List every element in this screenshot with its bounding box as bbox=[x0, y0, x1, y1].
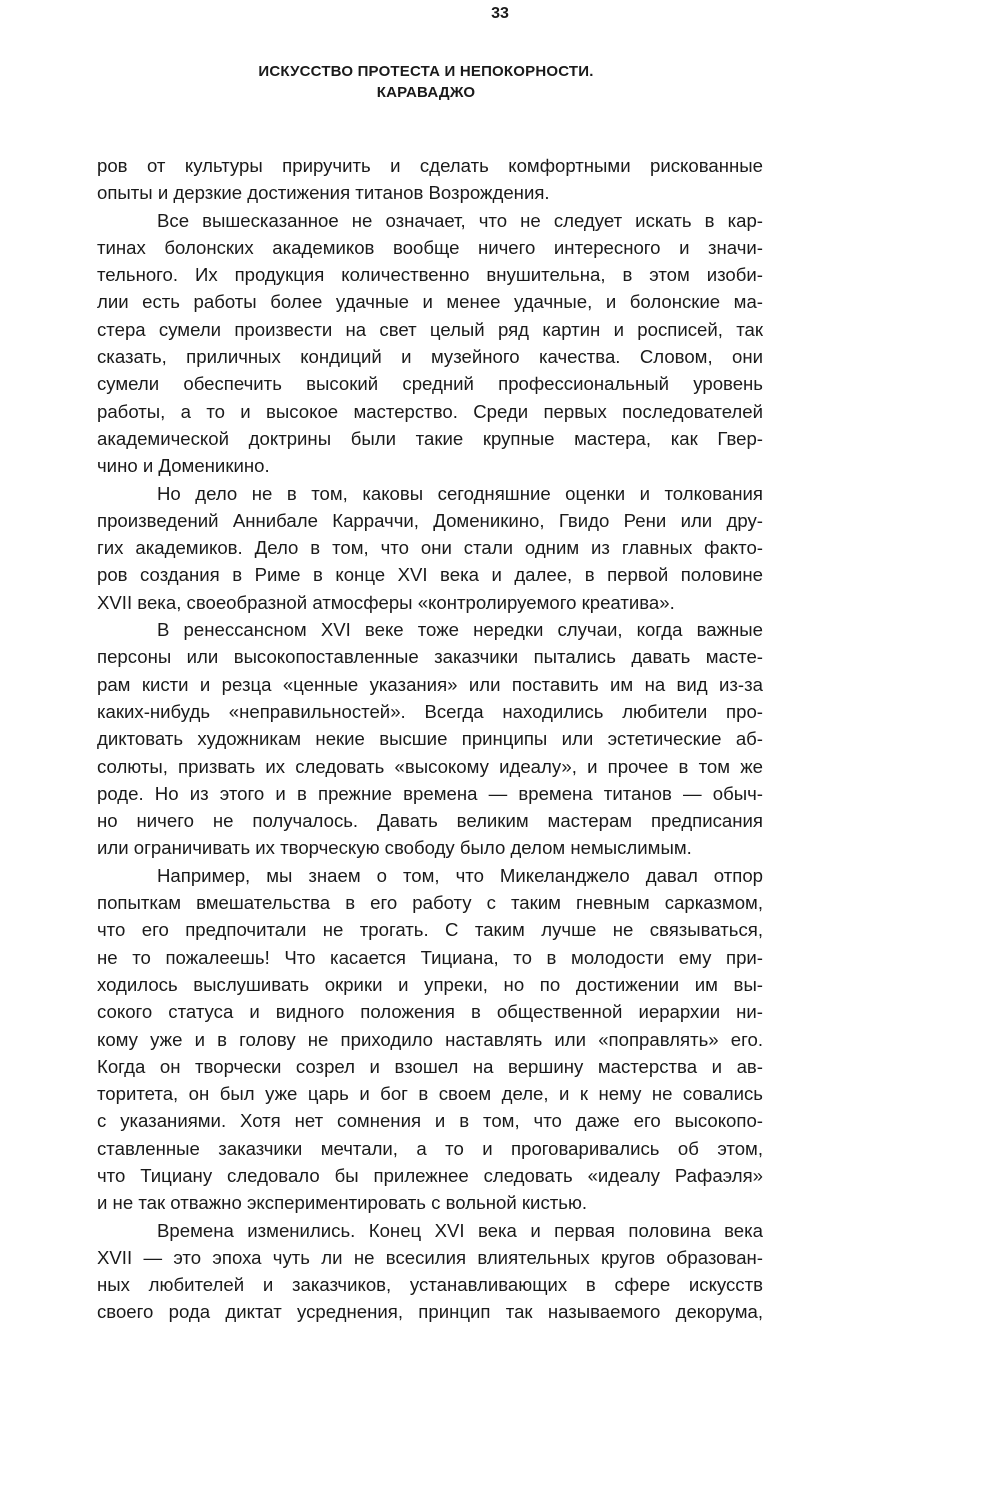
text-line: торитета, он был уже царь и бог в своем деле, и к нему не совались bbox=[97, 1083, 763, 1105]
text-line: что Тициану следовало бы прилежнее следовать «идеалу Рафаэля» bbox=[97, 1164, 763, 1186]
running-head bbox=[0, 61, 852, 103]
body-text bbox=[97, 152, 763, 1326]
text-line: чино и Доменикино. bbox=[97, 455, 270, 477]
text-line: XVII — это эпоха чуть ли не всесилия влиятельных кругов образован- bbox=[97, 1246, 763, 1268]
text-line: опыты и дерзкие достижения титанов Возрождения. bbox=[97, 182, 550, 204]
text-line: своего рода диктат усреднения, принцип так называемого декорума, bbox=[97, 1301, 763, 1323]
text-line: лии есть работы более удачные и менее удачные, и болонские ма- bbox=[97, 291, 763, 313]
text-line: ставленные заказчики мечтали, а то и проговаривались об этом, bbox=[97, 1137, 763, 1159]
text-line: Времена изменились. Конец XVI века и первая половина века bbox=[157, 1219, 763, 1241]
text-line: попыткам вмешательства в его работу с таким гневным сарказмом, bbox=[97, 892, 763, 914]
text-line: стера сумели произвести на свет целый ряд картин и росписей, так bbox=[97, 318, 763, 340]
text-line: В ренессансном XVI веке тоже нередки случаи, когда важные bbox=[157, 619, 763, 641]
text-line: не то пожалеешь! Что касается Тициана, то в молодости ему при- bbox=[97, 946, 763, 968]
text-line: диктовать художникам некие высшие принципы или эстетические аб- bbox=[97, 728, 763, 750]
text-line: Все вышесказанное не означает, что не следует искать в кар- bbox=[157, 209, 763, 231]
text-line: Например, мы знаем о том, что Микеланджело давал отпор bbox=[157, 864, 763, 886]
text-line: академической доктрины были такие крупные мастера, как Гвер- bbox=[97, 427, 763, 449]
text-line: XVII века, своеобразной атмосферы «контролируемого креатива». bbox=[97, 591, 675, 613]
text-line: сокого статуса и видного положения в общественной иерархии ни- bbox=[97, 1001, 763, 1023]
text-line: ров создания в Риме в конце XVI века и далее, в первой половине bbox=[97, 564, 763, 586]
page-number: 33 bbox=[491, 5, 509, 22]
running-head-line-1: ИСКУССТВО ПРОТЕСТА И НЕПОКОРНОСТИ. bbox=[258, 63, 594, 80]
text-line: сумели обеспечить высокий средний профессиональный уровень bbox=[97, 373, 763, 395]
text-line: сказать, приличных кондиций и музейного качества. Словом, они bbox=[97, 346, 763, 368]
text-line: тинах болонских академиков вообще ничего интересного и значи- bbox=[97, 236, 763, 258]
text-line: произведений Аннибале Карраччи, Доменикино, Гвидо Рени или дру- bbox=[97, 509, 763, 531]
text-line: но ничего не получалось. Давать великим мастерам предписания bbox=[97, 810, 763, 832]
running-head-line-2: КАРАВАДЖО bbox=[376, 84, 476, 101]
text-line: и не так отважно экспериментировать с вольной кистью. bbox=[97, 1192, 588, 1214]
text-line: ходилось выслушивать окрики и упреки, но по достижении им вы- bbox=[97, 973, 763, 995]
text-line: или ограничивать их творческую свободу было делом немыслимым. bbox=[97, 837, 692, 859]
text-line: каких-нибудь «неправильностей». Всегда находились любители про- bbox=[97, 700, 763, 722]
text-line: кому уже и в голову не приходило наставлять или «поправлять» его. bbox=[97, 1028, 763, 1050]
text-line: работы, а то и высокое мастерство. Среди первых последователей bbox=[97, 400, 763, 422]
text-line: рам кисти и резца «ценные указания» или поставить им на вид из-за bbox=[97, 673, 763, 695]
text-line: ных любителей и заказчиков, устанавливающих в сфере искусств bbox=[97, 1274, 763, 1296]
text-line: с указаниями. Хотя нет сомнения и в том, что даже его высокопо- bbox=[97, 1110, 763, 1132]
text-line: Но дело не в том, каковы сегодняшние оценки и толкования bbox=[157, 482, 763, 504]
text-line: Когда он творчески созрел и взошел на вершину мастерства и ав- bbox=[97, 1055, 763, 1077]
text-line: персоны или высокопоставленные заказчики пытались давать масте- bbox=[97, 646, 763, 668]
text-line: солюты, призвать их следовать «высокому идеалу», и прочее в том же bbox=[97, 755, 763, 777]
text-line: ров от культуры приручить и сделать комфортными рискованные bbox=[97, 155, 763, 176]
text-line: роде. Но из этого и в прежние времена — времена титанов — обыч- bbox=[97, 782, 763, 804]
text-line: гих академиков. Дело в том, что они стали одним из главных факто- bbox=[97, 537, 763, 559]
text-line: что его предпочитали не трогать. С таким лучше не связываться, bbox=[97, 919, 763, 941]
text-line: тельного. Их продукция количественно внушительна, в этом изоби- bbox=[97, 264, 763, 286]
